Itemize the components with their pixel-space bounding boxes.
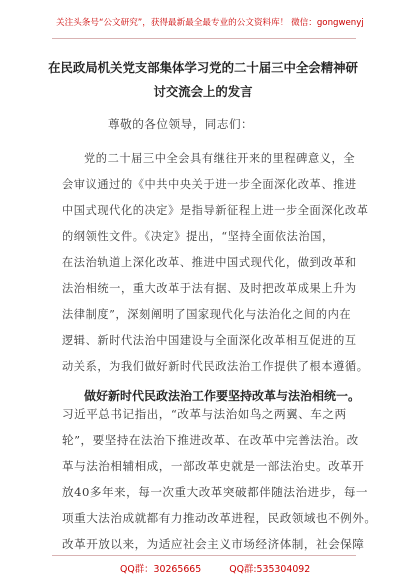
title-line-2: 讨交流会上的发言 [153, 84, 253, 99]
footer [120, 561, 338, 575]
paragraph-line: 逻辑、新时代法治中国建设与全面深化改革相互促进的互 [62, 334, 357, 347]
paragraph-line: 放40多年来，每一次重大改革突破都伴随法治进步，每一 [62, 485, 369, 499]
footer-divider [52, 555, 356, 556]
footer-qq-group-1: QQ群：30265665 [120, 564, 202, 575]
paragraph-line: 法治相统一，重大改革于法有据、及时把改革成果上升为 [62, 282, 357, 295]
paragraph-line: 会审议通过的《中共中央关于进一步全面深化改革、推进 [62, 178, 357, 191]
salutation: 尊敬的各位领导，同志们： [108, 117, 254, 131]
paragraph-line: 项重大法治成就都有力推动改革进程，民政领域也不例外。 [62, 511, 377, 525]
paragraph-line: 在法治轨道上深化改革、推进中国式现代化，做到改革和 [62, 256, 357, 269]
section-heading: 做好新时代民政法治工作要坚持改革与法治相统一。 [84, 389, 361, 403]
paragraph-line: 轮”，要坚持在法治下推进改革、在改革中完善法治。改 [62, 433, 359, 447]
paragraph-line: 习近平总书记指出，“改革与法治如鸟之两翼、车之两 [62, 407, 347, 421]
title-line-1: 在民政局机关党支部集体学习党的二十届三中全会精神研 [48, 60, 358, 75]
paragraph-line: 革与法治相辅相成，一部改革史就是一部法治史。改革开 [62, 459, 365, 473]
footer-qq-group-2: QQ群:535304092 [229, 564, 311, 575]
paragraph-line: 改革开放以来，为适应社会主义市场经济体制，社会保障 [62, 537, 365, 551]
paragraph-line: 动关系，为我们做好新时代民政法治工作提供了根本遵循。 [62, 360, 369, 373]
paragraph-line: 的纲领性文件。《决定》提出，“坚持全面依法治国， [62, 230, 334, 243]
paragraph-line: 中国式现代化的决定》是指导新征程上进一步全面深化改革 [62, 204, 369, 217]
paragraph-line: 法律制度”，深刻阐明了国家现代化与法治化之间的内在 [62, 308, 352, 321]
header-divider [52, 38, 356, 39]
header-banner: 关注头条号“公文研究”，获得最新最全最专业的公文资料库！ 微信：gongwenyj [56, 18, 364, 28]
document-title [48, 56, 358, 104]
paragraph-line: 党的二十届三中全会具有继往开来的里程碑意义，全 [84, 152, 356, 165]
